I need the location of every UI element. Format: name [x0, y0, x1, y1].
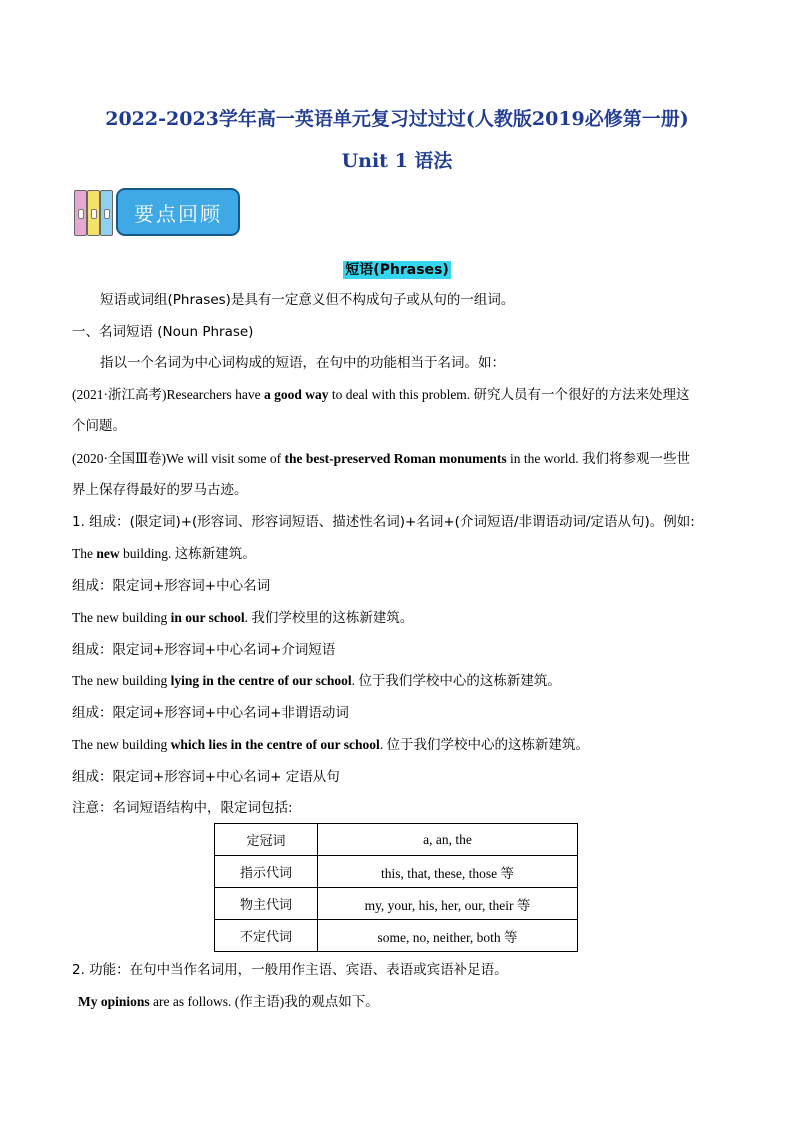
c1-post: building. 这栋新建筑。 [119, 546, 256, 561]
example-1-cont: 个问题。 [72, 418, 126, 434]
intro-paragraph: 短语或词组(Phrases)是具有一定意义但不构成句子或从句的一组词。 [100, 292, 515, 308]
composition-example-3 [72, 671, 732, 691]
example-1-source: (2021·浙江高考)Researchers have [72, 387, 264, 402]
c3-bold: lying in the centre of our school [170, 673, 352, 688]
example-2-cont: 界上保存得最好的罗马古迹。 [72, 482, 248, 498]
example-2-phrase: the best-preserved Roman monuments [284, 451, 507, 466]
table-row [215, 920, 578, 952]
example-2-rest: in the world. 我们将参观一些世 [506, 451, 691, 466]
composition-formula-2: 组成：限定词+形容词+中心名词+介词短语 [72, 642, 336, 658]
c2-bold: in our school [170, 610, 245, 625]
section-banner [74, 188, 244, 236]
c2-pre: The new building [72, 610, 171, 625]
table-cell-examples: my, your, his, her, our, their 等 [318, 888, 578, 920]
section-heading [0, 259, 794, 279]
example-1-rest: to deal with this problem. 研究人员有一个很好的方法来处理这 [328, 387, 690, 402]
table-row [215, 888, 578, 920]
books-icon [74, 190, 114, 236]
table-cell-examples: this, that, these, those 等 [318, 856, 578, 888]
book-blue [100, 190, 113, 236]
document-title: 2022-2023学年高一英语单元复习过过过(人教版2019必修第一册) [105, 108, 689, 130]
c4-bold: which lies in the centre of our school [170, 737, 380, 752]
determiner-note: 注意：名词短语结构中，限定词包括: [72, 800, 293, 816]
composition-example-4 [72, 735, 732, 755]
document-subtitle: Unit 1 语法 [341, 150, 453, 172]
composition-example-1 [72, 544, 732, 564]
table-cell-examples: some, no, neither, both 等 [318, 920, 578, 952]
table-cell-type: 不定代词 [215, 920, 318, 952]
c2-post: . 我们学校里的这栋新建筑。 [244, 610, 414, 625]
table-cell-type: 指示代词 [215, 856, 318, 888]
determiner-table [214, 823, 578, 952]
c1-bold: new [96, 546, 120, 561]
example-1 [72, 385, 732, 405]
noun-phrase-heading: 一、名词短语 (Noun Phrase) [72, 324, 254, 340]
table-cell-examples: a, an, the [318, 824, 578, 856]
banner-label: 要点回顾 [116, 188, 240, 236]
function-rule: 2. 功能：在句中当作名词用，一般用作主语、宾语、表语或宾语补足语。 [72, 962, 508, 978]
table-cell-type: 定冠词 [215, 824, 318, 856]
c4-pre: The new building [72, 737, 171, 752]
example-1-phrase: a good way [263, 387, 329, 402]
table-row [215, 856, 578, 888]
book-pink [74, 190, 87, 236]
c1-pre: The [72, 546, 97, 561]
section-heading-text: 短语(Phrases) [345, 262, 449, 278]
table-cell-type: 物主代词 [215, 888, 318, 920]
function-example-1 [78, 992, 738, 1012]
f1-bold: My opinions [78, 994, 150, 1009]
c3-pre: The new building [72, 673, 171, 688]
example-2 [72, 449, 732, 469]
composition-rule: 1. 组成：(限定词)+(形容词、形容词短语、描述性名词)+名词+(介词短语/非谓语动词/定语从句)。例如: [72, 514, 695, 530]
noun-phrase-definition: 指以一个名词为中心词构成的短语，在句中的功能相当于名词。如： [100, 355, 505, 371]
composition-formula-1: 组成：限定词+形容词+中心名词 [72, 578, 271, 594]
c3-post: . 位于我们学校中心的这栋新建筑。 [351, 673, 561, 688]
composition-example-2 [72, 608, 732, 628]
c4-post: . 位于我们学校中心的这栋新建筑。 [379, 737, 589, 752]
table-row [215, 824, 578, 856]
example-2-source: (2020·全国Ⅲ卷)We will visit some of [72, 451, 285, 466]
book-yellow [87, 190, 100, 236]
composition-formula-4: 组成：限定词+形容词+中心名词+ 定语从句 [72, 769, 340, 785]
composition-formula-3: 组成：限定词+形容词+中心名词+非谓语动词 [72, 705, 349, 721]
f1-rest: are as follows. (作主语)我的观点如下。 [149, 994, 379, 1009]
